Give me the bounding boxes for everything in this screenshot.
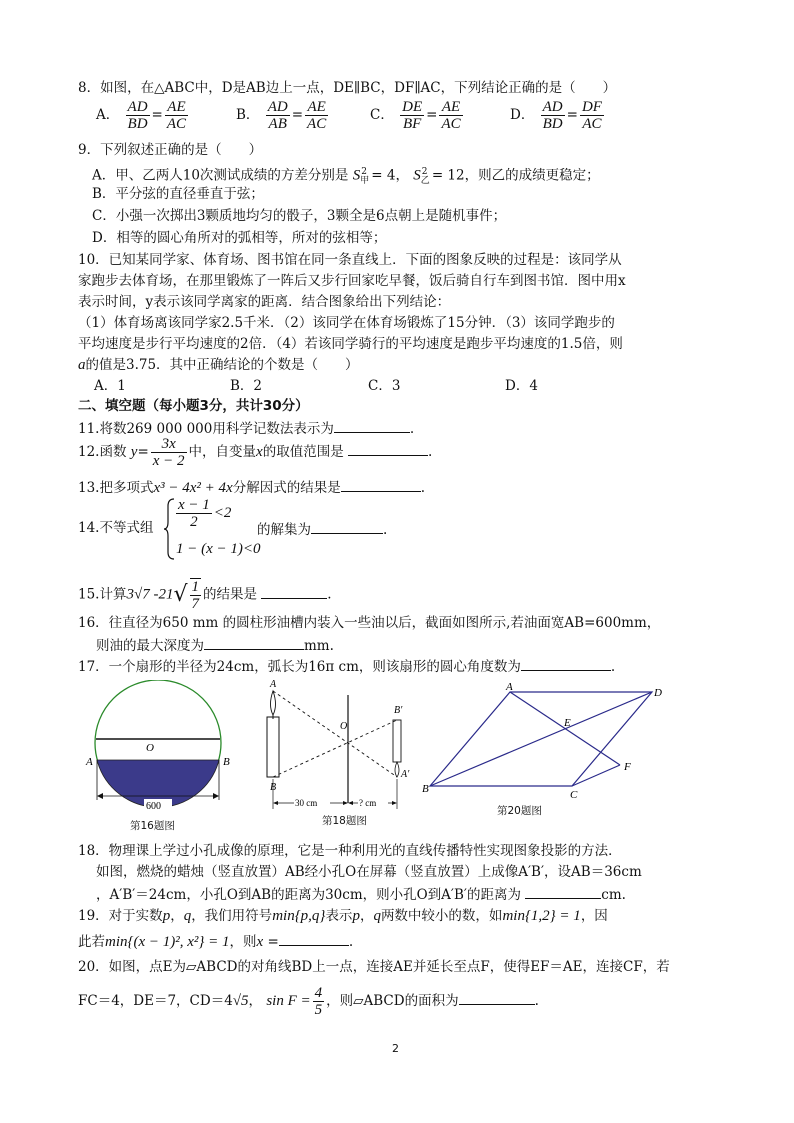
q9-option-d: D．相等的圆心角所对的弧相等，所对的弦相等；	[92, 230, 387, 246]
q10-line5: 平均速度是步行平均速度的2倍．（4）若该同学骑行的平均速度是跑步平均速度的1.5倍，则	[78, 336, 623, 352]
figure-18-diagram	[262, 675, 417, 815]
q13	[78, 477, 425, 497]
q19-line1: 19．对于实数p，q，我们用符号min{p,q}表示p，q两数中较小的数，如min{1,2} = 1，因	[78, 908, 608, 924]
q19-text-e: ，因	[580, 908, 608, 924]
q16-post: mm.	[304, 638, 334, 654]
q20-answer-blank[interactable]	[459, 990, 535, 1005]
q20-sqrt5: √5	[232, 993, 249, 1009]
q9-a-v2: = 12，则乙的成绩更稳定；	[431, 167, 600, 184]
q12-end: .	[428, 444, 433, 460]
q18-line3	[96, 884, 626, 904]
q10-line2: 家跑步去体育场，在那里锻炼了一阵后又步行回家吃早餐，饭后骑自行车到图书馆．图中用x	[78, 273, 626, 289]
fig18-label-a: A	[270, 679, 277, 690]
q12-x: x	[256, 444, 263, 460]
q20-text-b: ，	[248, 993, 263, 1009]
q14-pre: 14.不等式组	[78, 520, 154, 536]
q8-d-left-fraction: $\frac{AD}{BD}$	[542, 99, 563, 132]
q14-row2-text: 1 − (x − 1)<0	[176, 541, 261, 557]
q10-line3: 表示时间，y表示该同学离家的距离．结合图象给出下列结论：	[78, 294, 451, 310]
q12-eq: =	[137, 444, 149, 460]
q18-line2: 如图，燃烧的蜡烛（竖直放置）AB经小孔O在屏幕（竖直放置）上成像A′B′，设AB＝36cm	[96, 864, 642, 880]
fig16-label-a: A	[86, 756, 93, 768]
q10-option-c: C．3	[368, 378, 401, 394]
q18-line1: 18．物理课上学过小孔成像的原理，它是一种利用光的直线传播特性实现图象投影的方法．	[78, 843, 622, 859]
q16-line1: 16．往直径为650 mm 的圆柱形油槽内装入一些油以后，截面如图所示,若油面宽AB=600mm，	[78, 615, 661, 631]
figure-20-caption: 第20题图	[497, 805, 542, 817]
q8-d-right-fraction: $\frac{DF}{AC}$	[581, 99, 602, 132]
q15-pre: 15.计算	[78, 586, 127, 603]
q15-answer-blank[interactable]	[261, 584, 327, 599]
figure-16-diagram	[80, 680, 240, 815]
q17-text: 17．一个扇形的半径为24cm，弧长为16π cm，则该扇形的圆心角度数为	[78, 659, 521, 675]
figure-16-caption: 第16题图	[130, 820, 175, 832]
q11	[78, 418, 414, 438]
q8-b-right-fraction: $\frac{AE}{AC}$	[307, 99, 327, 132]
q19-min-expr: min{(x − 1)², x²} = 1	[105, 934, 230, 950]
fig20-label-c: C	[570, 789, 578, 800]
q9-a-sub2: 乙	[420, 176, 430, 187]
q19-text-c: 表示	[325, 908, 353, 924]
q10-option-a: A．1	[94, 378, 126, 394]
q19-text-d: 两数中较小的数，如	[380, 908, 503, 924]
q10-line1: 10．已知某同学家、体育场、图书馆在同一条直线上．下面的图象反映的过程是：该同学从	[78, 252, 622, 268]
q20-fraction: $\frac{4}{5}$	[314, 985, 323, 1018]
q14-answer-blank[interactable]	[311, 519, 383, 534]
q8-d-label: D．	[510, 107, 535, 123]
q17	[78, 656, 615, 676]
fig20-label-d: D	[654, 687, 662, 699]
q16-answer-blank[interactable]	[204, 635, 304, 650]
q8-a-label: A．	[96, 107, 120, 123]
q20-end: .	[534, 993, 539, 1009]
q19-eq: =	[263, 934, 279, 950]
q9-a-s1: S	[352, 167, 361, 184]
q19-text-a: 19．对于实数	[78, 908, 163, 924]
q9-option-b: B．平分弦的直径垂直于弦；	[92, 186, 264, 202]
q8-a-right-fraction: $\frac{AE}{AC}$	[166, 99, 187, 132]
q14-post-line	[257, 519, 387, 539]
figure-18	[262, 675, 417, 815]
q8-c-eq: =	[426, 107, 438, 123]
q8-option-d	[510, 99, 606, 132]
fig18-label-o: O	[340, 721, 348, 732]
q12-pre: 12.函数	[78, 444, 127, 460]
figure-16	[80, 680, 240, 835]
q14-row1	[174, 497, 231, 530]
q9-stem: 9．下列叙述正确的是（ ）	[78, 142, 263, 158]
q14-row1-rhs: <2	[213, 505, 232, 521]
q19-comma: ，	[170, 908, 184, 924]
q8-c-right-fraction: $\frac{AE}{AC}$	[441, 99, 461, 132]
q10-line4: （1）体育场离该同学家2.5千米．（2）该同学在体育场锻炼了15分钟．（3）该同学跑步的	[78, 315, 615, 331]
q8-b-label: B．	[236, 107, 260, 123]
q19-p: p	[162, 908, 171, 924]
q9-option-c: C．小强一次掷出3颗质地均匀的骰子，3颗全是6点朝上是随机事件；	[92, 208, 507, 224]
q12-answer-blank[interactable]	[348, 441, 428, 456]
q11-answer-blank[interactable]	[334, 418, 410, 433]
q8-option-a	[96, 99, 190, 132]
q12-mid: 中，自变量	[188, 444, 257, 460]
fig18-label-b: B	[270, 782, 277, 793]
q13-post: 分解因式的结果是	[232, 480, 341, 496]
q18-answer-blank[interactable]	[525, 884, 601, 899]
q19-text-f: 此若	[78, 934, 105, 950]
q10-option-b: B．2	[230, 378, 263, 394]
section-2-heading: 二、填空题（每小题3分，共计30分）	[78, 398, 309, 414]
q19-q: q	[183, 908, 192, 924]
fig16-width-label: 600	[146, 801, 161, 812]
q18-pre: ，A′B′＝24cm，小孔O到AB的距离为30cm，则小孔O到A′B′的距离为	[96, 887, 521, 903]
q15-expr: 3√7 -21	[126, 586, 174, 603]
q8-stem: 8．如图，在△ABC中，D是AB边上一点，DE∥BC，DF∥AC，下列结论正确的是（ ）	[78, 80, 617, 96]
q9-a-s2: S	[413, 167, 421, 184]
q10-line6	[78, 356, 359, 374]
page-number: 2	[392, 1042, 399, 1055]
fig20-label-f: F	[624, 761, 631, 773]
q19-text-b: ，我们用符号	[191, 908, 273, 924]
fig18-dist-1: 30 cm	[295, 798, 318, 808]
q10-a-var: a	[78, 357, 86, 373]
q12-post: 的取值范围是	[262, 444, 344, 460]
q20-text-a: FC＝4，DE＝7，CD＝4	[78, 993, 233, 1009]
q15	[78, 578, 332, 612]
q16-line2	[96, 635, 334, 655]
q13-expr: x³ − 4x² + 4x	[153, 480, 233, 496]
q9-a-v1: = 4，	[371, 167, 409, 184]
fig20-label-b: B	[422, 783, 429, 795]
q13-answer-blank[interactable]	[341, 477, 421, 492]
q8-c-label: C．	[370, 107, 394, 123]
q14-row2	[176, 540, 261, 558]
q15-end: .	[327, 586, 332, 603]
q16-pre: 则油的最大深度为	[96, 638, 204, 654]
q17-end: .	[610, 659, 616, 675]
q18-post: cm.	[601, 887, 626, 903]
figure-18-caption: 第18题图	[322, 815, 367, 827]
q8-option-c	[370, 99, 465, 132]
q9-option-a: A．甲、乙两人10次测试成绩的方差分别是 $S_甲^2 = 4$， $S_乙^2 = 12$，则乙的成绩更稳定；	[92, 167, 600, 187]
fig18-dist-2: ? cm	[359, 798, 377, 808]
q14-row1-fraction: $\frac{x - 1}{2}$	[178, 497, 210, 530]
q8-option-b	[236, 99, 330, 132]
figure-20-diagram	[422, 680, 672, 800]
q8-b-eq: =	[291, 107, 304, 123]
q8-b-left-fraction: $\frac{AD}{AB}$	[267, 99, 288, 132]
q11-end: .	[409, 421, 415, 437]
q14-post: 的解集为	[257, 522, 311, 538]
q19-answer-blank[interactable]	[279, 931, 349, 946]
q8-d-eq: =	[566, 107, 578, 123]
q8-c-left-fraction: $\frac{DE}{BF}$	[402, 99, 423, 132]
q13-pre: 13.把多项式	[78, 480, 154, 496]
q17-answer-blank[interactable]	[521, 656, 611, 671]
q9-a-text: A．甲、乙两人10次测试成绩的方差分别是	[92, 167, 349, 184]
q15-post: 的结果是	[203, 586, 257, 603]
q19-min-12: min{1,2} = 1	[502, 908, 581, 924]
fig18-label-a2: A′	[401, 769, 410, 780]
q20-line2	[78, 985, 539, 1018]
q8-a-eq: =	[151, 107, 163, 123]
q19-x: x	[256, 934, 264, 950]
q13-end: .	[420, 480, 425, 496]
fig18-label-b2: B′	[394, 705, 403, 716]
q19-end: .	[348, 934, 354, 950]
q15-sqrt-icon: √	[173, 582, 188, 607]
q19-line2	[78, 931, 353, 951]
figure-20	[422, 680, 672, 800]
q11-text: 11.将数269 000 000用科学记数法表示为	[78, 421, 334, 437]
q10-option-d: D．4	[505, 378, 538, 394]
q10-line6-text: 的值是3.75．其中正确结论的个数是（ ）	[85, 357, 359, 373]
q12-y: y	[130, 444, 138, 460]
q19-text-g: ，则	[229, 934, 257, 950]
q20-text-c: ，则▱ABCD的面积为	[326, 993, 459, 1009]
fig16-label-b: B	[223, 756, 230, 768]
q20-sinf: sin F =	[266, 993, 311, 1009]
q19-min-pq: min{p,q}	[272, 908, 326, 924]
q12	[78, 436, 432, 469]
fig20-label-e: E	[564, 717, 571, 729]
q20-line1: 20．如图，点E为▱ABCD的对角线BD上一点，连接AE并延长至点F，使得EF＝AE，连接CF，若	[78, 959, 670, 975]
fig16-label-o: O	[146, 742, 154, 754]
q9-a-sub1: 甲	[360, 176, 370, 187]
q12-fraction: $\frac{3x}{x - 2}$	[152, 436, 185, 469]
q14-end: .	[383, 522, 388, 538]
fig20-label-a: A	[506, 681, 513, 693]
q8-a-left-fraction: $\frac{AD}{BD}$	[127, 99, 148, 132]
q15-fraction: $\frac{1}{7}$	[191, 579, 199, 612]
